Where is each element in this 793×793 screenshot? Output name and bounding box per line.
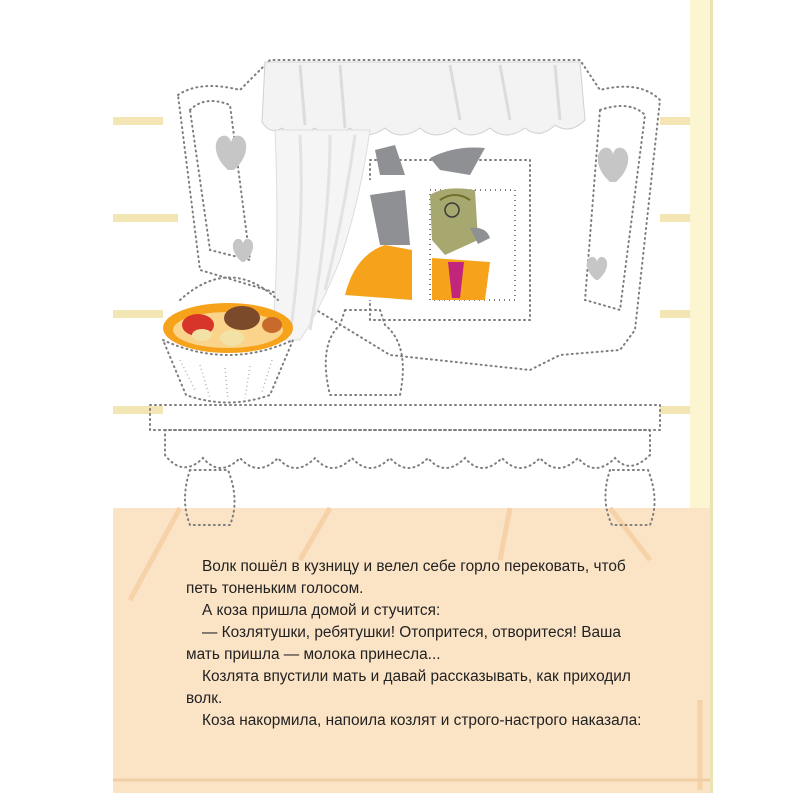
story-line: волк. (186, 690, 223, 707)
story-line: петь тоненьким голосом. (186, 580, 364, 597)
side-strip (690, 0, 713, 520)
story-line: Коза накормила, напоила козлят и строго-настрого наказала: (202, 712, 642, 729)
story-text (186, 556, 706, 732)
story-line: Волк пошёл в кузницу и велел себе горло перековать, чтоб (202, 558, 626, 575)
curtain-valance (262, 62, 585, 135)
story-line: мать пришла — молока принесла... (186, 646, 441, 663)
page-edge (710, 0, 713, 793)
story-line: А коза пришла домой и стучится: (202, 602, 441, 619)
story-line: — Козлятушки, ребятушки! Отопритеся, отворитеся! Ваша (202, 624, 621, 641)
story-line: Козлята впустили мать и давай рассказывать, как приходил (202, 668, 631, 685)
